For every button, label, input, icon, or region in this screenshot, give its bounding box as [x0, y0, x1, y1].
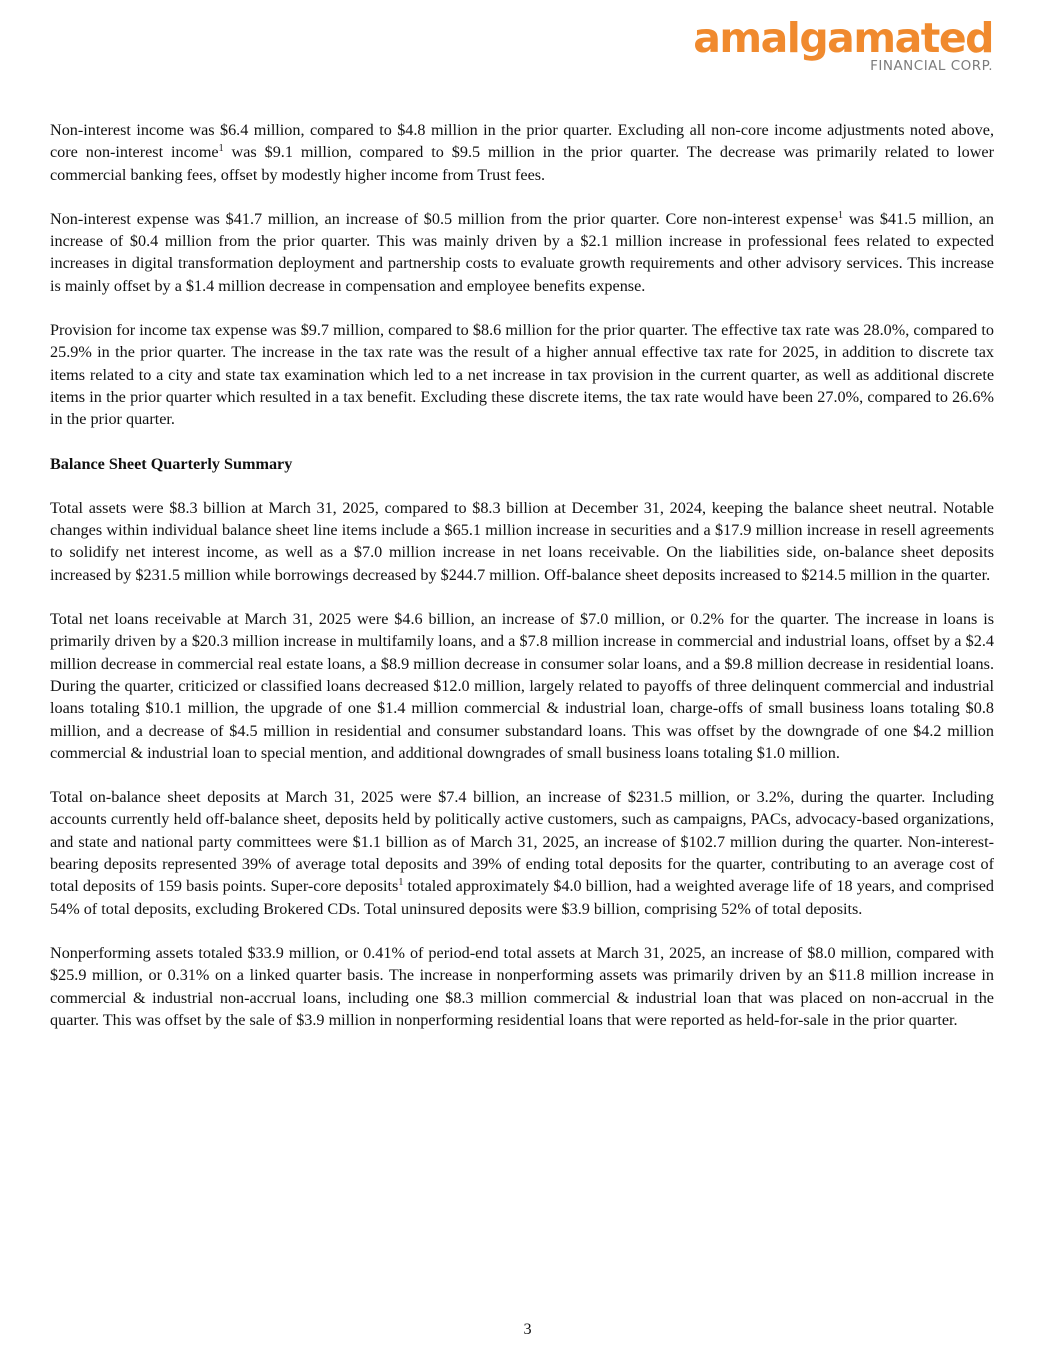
document-body — [50, 119, 994, 1053]
paragraph-total-assets: Total assets were $8.3 billion at March 31, 2025, compared to $8.3 billion at December 31, 2024, keeping the balance sheet neutral. Notable changes within individual balance sheet line items include a $65.1 million increase in securities and a $17.9 million increase in resell agreements to solidify net interest income, as well as a $7.0 million increase in net loans receivable. On the liabilities side, on-balance sheet deposits increased by $231.5 million while borrowings decreased by $244.7 million. Off-balance sheet deposits increased to $214.5 million in the quarter. — [50, 498, 994, 584]
paragraph-non-interest-expense: Non-interest expense was $41.7 million, an increase of $0.5 million from the prior quarter. Core non-interest expense$^1$ was $41.5 million, an increase of $0.4 million from the prior quarter. This was mainly driven by a $2.1 million increase in professional fees related to expected increases in digital transformation deployment and partnership costs to evaluate growth requirements and other advisory services. This increase is mainly offset by a $1.4 million decrease in compensation and employee benefits expense. — [50, 209, 994, 295]
paragraph-nonperforming-assets: Nonperforming assets totaled $33.9 million, or 0.41% of period-end total assets at March 31, 2025, an increase of $8.0 million, compared with $25.9 million, or 0.31% on a linked quarter basis. The increase in nonperforming assets was primarily driven by an $11.8 million increase in commercial & industrial non-accrual loans, including one $8.3 million commercial & industrial loan that was placed on non-accrual in the quarter. This was offset by the sale of $3.9 million in nonperforming residential loans that were reported as held-for-sale in the prior quarter. — [50, 943, 994, 1029]
paragraph-net-loans: Total net loans receivable at March 31, 2025 were $4.6 billion, an increase of $7.0 million, or 0.2% for the quarter. The increase in loans is primarily driven by a $20.3 million increase in multifamily loans, and a $7.8 million increase in commercial and industrial loans, offset by a $2.4 million decrease in commercial real estate loans, a $8.9 million decrease in consumer solar loans, and a $9.8 million decrease in residential loans. During the quarter, criticized or classified loans decreased $12.0 million, largely related to payoffs of three delinquent commercial and industrial loans totaling $10.1 million, the upgrade of one $1.4 million commercial & industrial loan, charge-offs of small business loans totaling $0.8 million, and a decrease of $4.5 million in residential and consumer substandard loans. This was offset by the downgrade of one $4.2 million commercial & industrial loan to special mention, and additional downgrades of small business loans totaling $1.0 million. — [50, 610, 994, 762]
paragraph-income-tax: Provision for income tax expense was $9.7 million, compared to $8.6 million for the prior quarter. The effective tax rate was 28.0%, compared to 25.9% in the prior quarter. The increase in the tax rate was the result of a higher annual effective tax rate for 2025, in addition to discrete tax items related to a city and state tax examination which led to a net increase in tax provision in the current quarter, as well as additional discrete items in the prior quarter which resulted in a tax benefit. Excluding these discrete items, the tax rate would have been 27.0%, compared to 26.6% in the prior quarter. — [50, 321, 994, 429]
footnote-marker: 1 — [398, 877, 404, 889]
footnote-marker: 1 — [218, 143, 224, 155]
logo-wordmark: amalgamated — [693, 14, 993, 62]
paragraph-deposits: Total on-balance sheet deposits at March 31, 2025 were $7.4 billion, an increase of $231.5 million, or 3.2%, during the quarter. Including accounts currently held off-balance sheet, deposits held by politically active customers, such as campaigns, PACs, advocacy-based organizations, and state and national party committees were $1.1 billion as of March 31, 2025, an increase of $102.7 million during the quarter. Non-interest-bearing deposits represented 39% of average total deposits and 39% of ending total deposits for the quarter, contributing to an average cost of total deposits of 159 basis points. Super-core deposits$^1$ totaled approximately $4.0 billion, had a weighted average life of 18 years, and comprised 54% of total deposits, excluding Brokered CDs. Total uninsured deposits were $3.9 billion, comprising 52% of total deposits. — [50, 788, 994, 918]
page-number: 3 — [523, 1320, 532, 1338]
footnote-marker: 1 — [838, 209, 844, 221]
company-logo — [693, 16, 993, 74]
paragraph-non-interest-income: Non-interest income was $6.4 million, compared to $4.8 million in the prior quarter. Excluding all non-core income adjustments noted above, core non-interest income$^1$ was $9.1 million, compared to $9.5 million in the prior quarter. The decrease was primarily related to lower commercial banking fees, offset by modestly higher income from Trust fees. — [50, 121, 994, 184]
logo-subtitle: FINANCIAL CORP. — [870, 58, 993, 74]
section-heading-balance-sheet: Balance Sheet Quarterly Summary — [50, 454, 293, 473]
